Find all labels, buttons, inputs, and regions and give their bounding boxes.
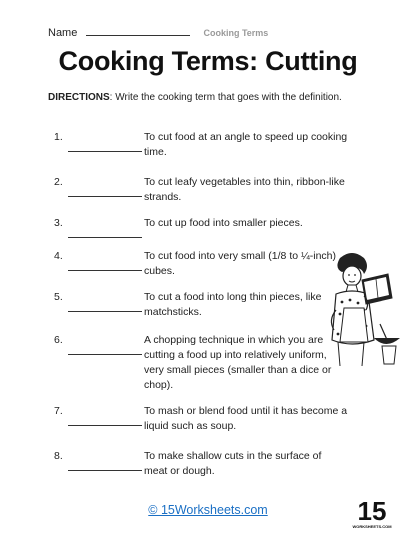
logo-text: WORKSHEETS.COM: [352, 524, 392, 529]
topic-label: Cooking Terms: [203, 28, 269, 38]
question-definition: To cut food into very small (1/8 to ¼-inch) cubes.: [144, 250, 336, 277]
question-definition: A chopping technique in which you are cutting a food up into relatively uniform, very small pieces (smaller than a dice or chop).: [144, 334, 332, 391]
question-number: 6.: [54, 334, 63, 346]
answer-blank[interactable]: [68, 470, 142, 471]
worksheets-logo: [352, 494, 392, 530]
question-definition: To cut up food into smaller pieces.: [144, 217, 303, 229]
chef-woman-illustration: [318, 250, 404, 370]
question-number: 4.: [54, 250, 63, 262]
answer-blank[interactable]: [68, 151, 142, 152]
name-input-line[interactable]: [86, 26, 190, 36]
question-definition: To cut leafy vegetables into thin, ribbon-like strands.: [144, 176, 345, 203]
directions: [48, 92, 388, 103]
logo-number: 15: [357, 496, 387, 526]
directions-text: : Write the cooking term that goes with the definition.: [109, 92, 342, 103]
question-number: 2.: [54, 176, 63, 188]
directions-label: DIRECTIONS: [48, 92, 110, 103]
question-number: 7.: [54, 405, 63, 417]
answer-blank[interactable]: [68, 237, 142, 238]
answer-blank[interactable]: [68, 354, 142, 355]
question-definition: To cut food at an angle to speed up cooking time.: [144, 131, 348, 158]
question-number: 5.: [54, 291, 63, 303]
name-label: Name: [48, 27, 78, 39]
page-title: Cooking Terms: Cutting: [58, 46, 358, 76]
answer-blank[interactable]: [68, 425, 142, 426]
answer-blank[interactable]: [68, 311, 142, 312]
question-number: 3.: [54, 217, 63, 229]
question-number: 8.: [54, 450, 63, 462]
copyright-link[interactable]: © 15Worksheets.com: [148, 503, 268, 517]
question-definition: To make shallow cuts in the surface of meat or dough.: [144, 450, 322, 477]
question-definition: To mash or blend food until it has become a liquid such as soup.: [144, 405, 348, 432]
worksheet-header: [48, 26, 268, 39]
answer-blank[interactable]: [68, 196, 142, 197]
answer-blank[interactable]: [68, 270, 142, 271]
question-definition: To cut a food into long thin pieces, like matchsticks.: [144, 291, 322, 318]
question-number: 1.: [54, 131, 63, 143]
